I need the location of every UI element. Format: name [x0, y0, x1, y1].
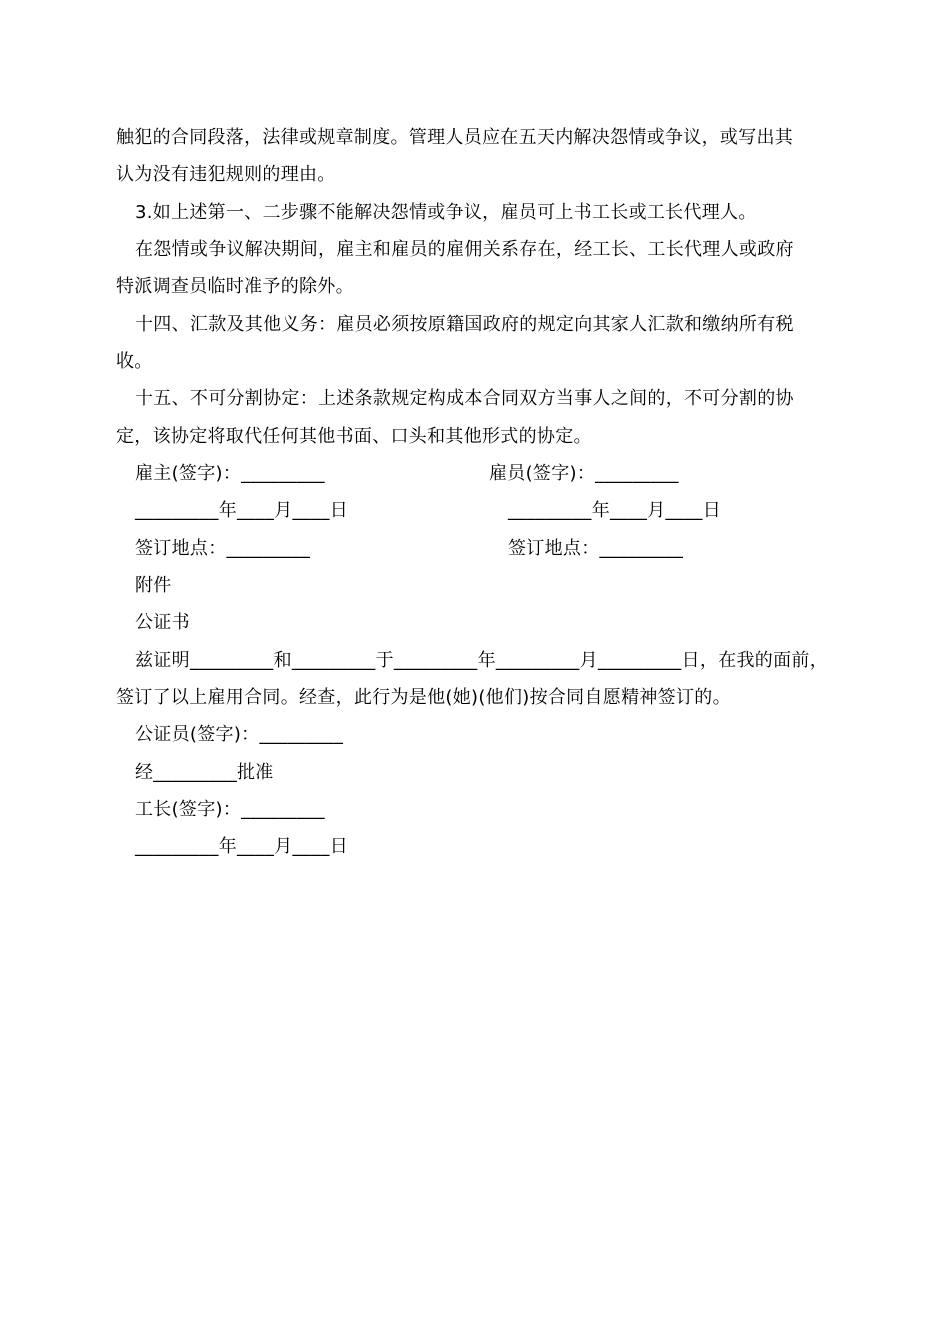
paragraph-line: 定，该协定将取代任何其他书面、口头和其他形式的协定。	[116, 426, 592, 447]
paragraph-line: 3.如上述第一、二步骤不能解决怨情或争议，雇员可上书工长或工长代理人。	[135, 202, 757, 223]
paragraph-line: 十四、汇款及其他义务：雇员必须按原籍国政府的规定向其家人汇款和缴纳所有税	[135, 314, 794, 335]
paragraph-line: 十五、不可分割协定：上述条款规定构成本合同双方当事人之间的，不可分割的协	[135, 388, 794, 409]
notary-signature: 公证员(签字)：_________	[135, 724, 344, 745]
foreman-signature: 工长(签字)：_________	[135, 799, 325, 820]
final-date: _________年____月____日	[135, 836, 348, 857]
paragraph-line: 触犯的合同段落，法律或规章制度。管理人员应在五天内解决怨情或争议，或写出其	[116, 127, 794, 148]
attachment-heading: 附件	[135, 575, 172, 596]
employer-date: _________年____月____日	[135, 500, 348, 521]
notary-paragraph-line: 签订了以上雇用合同。经查，此行为是他(她)(他们)按合同自愿精神签订的。	[116, 687, 731, 708]
notary-title: 公证书	[135, 612, 190, 633]
notary-paragraph-line: 兹证明_________和_________于_________年_________月_________日，在我的面前，	[135, 650, 828, 671]
paragraph-line: 收。	[116, 351, 153, 372]
employer-place: 签订地点：_________	[135, 538, 311, 559]
paragraph-line: 在怨情或争议解决期间，雇主和雇员的雇佣关系存在，经工长、工长代理人或政府	[135, 239, 794, 260]
employer-signature: 雇主(签字)：_________	[135, 463, 325, 484]
employee-date: _________年____月____日	[508, 500, 721, 521]
paragraph-line: 特派调查员临时准予的除外。	[116, 276, 354, 297]
employee-signature: 雇员(签字)：_________	[489, 463, 679, 484]
employee-place: 签订地点：_________	[508, 538, 684, 559]
approval-line: 经_________批准	[135, 762, 274, 783]
paragraph-line: 认为没有违犯规则的理由。	[116, 164, 336, 185]
